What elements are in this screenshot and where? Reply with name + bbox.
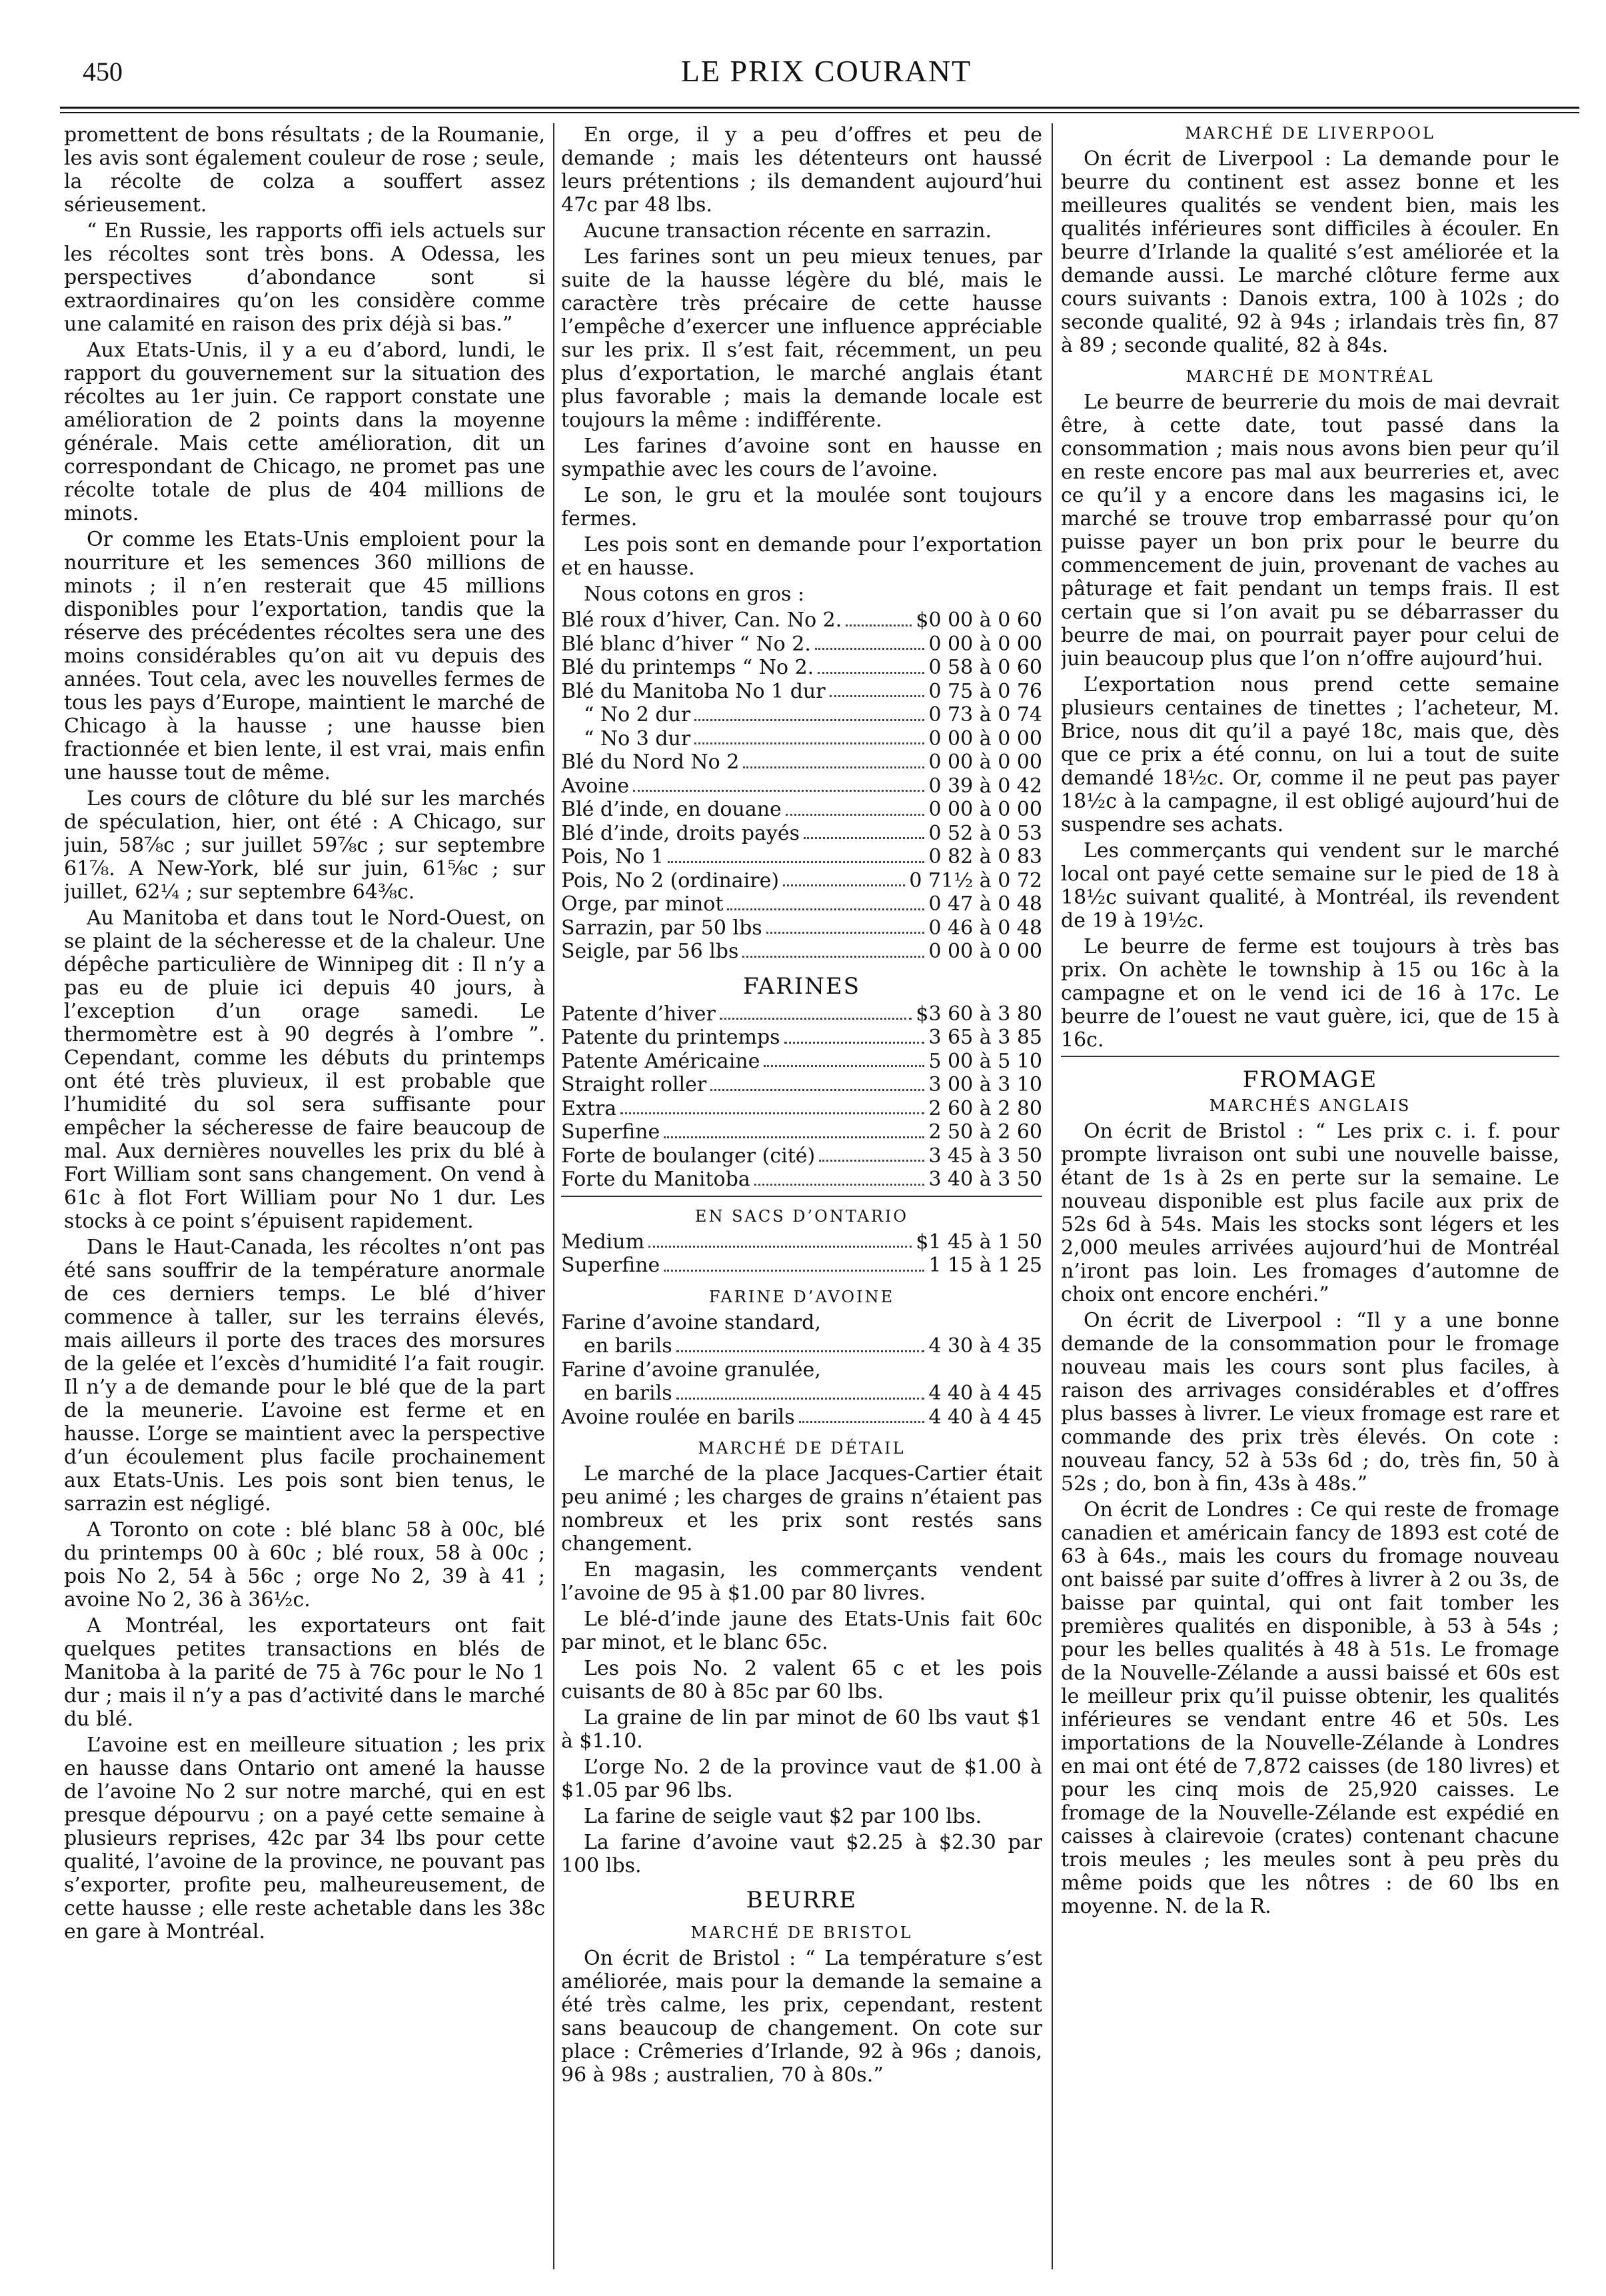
dot-leader [676,1334,925,1352]
price-row [561,1168,1042,1192]
price-label: Avoine roulée en barils [561,1405,795,1429]
price-row [561,632,1042,656]
article-paragraph: Les farines d’avoine sont en hausse en sympathie avec les cours de l’avoine. [561,435,1042,481]
article-paragraph: Au Manitoba et dans tout le Nord-Ouest, on se plaint de la sécheresse et de la chaleur. Une dépêche particulière de Winnipeg dit : Il n’y a pas eu de pluie ici depuis 40 jours, à l’exception d’un orage samedi. Le thermomètre est à 90 degrés à l’ombre ”. Cependant, comme les débuts du printemps ont été très pluvieux, il est probable que l’humidité du sol sera suffisante pour empêcher la sécheresse de faire beaucoup de mal. Aux dernières nouvelles les prix du blé à Fort William sont sans changement. On vend à 61c à flot Fort William pour No 1 dur. Les stocks à ce point s’épuisent rapidement. [64,906,545,1233]
price-value: 0 47 à 0 48 [928,892,1042,916]
article-paragraph: En orge, il y a peu d’offres et peu de demande ; mais les détenteurs ont haussé leurs prétentions ; ils demandent aujourd’hui 47c par 48 lbs. [561,123,1042,217]
article-paragraph: Dans le Haut-Canada, les récoltes n’ont pas été sans souffrir de la température anormale de ces derniers temps. Le blé d’hiver commence à taller, sur les terrains élevés, mais ailleurs il porte des traces des morsures de la gelée et l’excès d’humidité l’a fait rougir. Il n’y a de demande pour le blé que de la part de la meunerie. L’avoine est ferme et en hausse. L’orge se maintient avec la perspective d’un écoulement plus facile prochainement aux Etats-Unis. Les pois sont bien tenus, le sarrazin est négligé. [64,1236,545,1516]
price-row [561,822,1042,846]
price-label: Patente Américaine [561,1049,760,1073]
price-label: “ No 3 dur [584,726,691,750]
article-paragraph: Aucune transaction récente en sarrazin. [584,219,992,243]
price-row [561,727,1042,751]
price-label: Patente d’hiver [561,1002,716,1026]
price-value: 3 00 à 3 10 [928,1073,1042,1096]
price-row [561,940,1042,964]
price-label: Patente du printemps [561,1026,780,1049]
price-label: Superfine [561,1120,660,1144]
article-paragraph: Les farines sont un peu mieux tenues, par suite de la hausse légère du blé, mais le caractère très précaire de cette hausse l’empêche d’exercer une influence appréciable sur les prix. Il s’est fait, récemment, un peu plus d’exportation, le marché anglais étant plus favorable ; mais la demande locale est toujours la même : indifférente. [561,245,1042,432]
price-row [561,608,1042,632]
price-row [561,1026,1042,1050]
column-2 [561,123,1042,2269]
price-value: 4 40 à 4 45 [928,1405,1042,1429]
article-paragraph: L’orge No. 2 de la province vaut de $1.00 à $1.05 par 96 lbs. [561,1755,1042,1802]
dot-leader [710,1073,924,1091]
article-paragraph: En magasin, les commerçants vendent l’avoine de 95 à $1.00 par 80 livres. [561,1558,1042,1605]
price-label: Orge, par minot [561,892,724,916]
section-heading-farine-avoine: FARINE D’AVOINE [708,1287,895,1306]
section-heading-montreal: MARCHÉ DE MONTRÉAL [1186,367,1435,386]
article-paragraph: La graine de lin par minot de 60 lbs vaut $1 à $1.10. [561,1706,1042,1753]
price-label: Superfine [561,1254,660,1277]
dot-leader [727,892,924,910]
article-paragraph: L’avoine est en meilleure situation ; les prix en hausse dans Ontario ont amené la hausse de l’avoine No 2 sur notre marché, qui en est presque dépourvu ; on a payé cette semaine à plusieurs reprises, 42c par 34 lbs pour cette qualité, l’avoine de la province, ne pouvant pas s’exporter, profite peu, malheureusement, de cette hausse ; elle reste achetable dans les 38c en gare à Montréal. [64,1733,545,1943]
price-row [561,1311,1042,1335]
section-rule [561,1196,1042,1197]
price-row [561,774,1042,798]
dot-leader [742,940,924,958]
dot-leader [799,1406,925,1424]
price-row [561,1334,1042,1358]
avoine-price-list [561,1311,1042,1430]
price-row [561,798,1042,822]
price-row [561,845,1042,869]
article-paragraph: Or comme les Etats-Unis emploient pour la nourriture et les semences 360 millions de minots ; il n’en resterait que 45 millions disponibles pour l’exportation, tandis que la réserve des précédentes récoltes sera une des moins considérables qu’on ait vu depuis des années. Tout cela, avec les nouvelles fermes de tous les pays d’Europe, maintient le marché de Chicago à la hausse ; une hausse bien fractionnée et bien lente, il est vrai, mais enfin une hausse tout de même. [64,528,545,784]
section-rule [1061,1056,1559,1057]
section-heading-fromage: FROMAGE [1242,1066,1378,1093]
farine-price-list [561,1002,1042,1192]
price-value: 0 71½ à 0 72 [909,868,1042,892]
dot-leader [754,1168,925,1186]
price-row [561,869,1042,893]
price-value: 0 75 à 0 76 [928,679,1042,703]
article-paragraph: Les commerçants qui vendent sur le marché local ont payé cette semaine sur le pied de 18 à 18½c suivant qualité, à Montréal, ils revendent de 19 à 19½c. [1061,839,1559,932]
header-rule [60,107,1579,109]
dot-leader [720,1002,912,1020]
article-paragraph: A Montréal, les exportateurs ont fait quelques petites transactions en blés de Manitoba à la parité de 75 à 76c pour le No 1 dur ; mais il n’y a pas d’activité dans le marché du blé. [64,1614,545,1731]
article-paragraph: On écrit de Liverpool : “Il y a une bonne demande de la consommation pour le fromage nouveau mais les cours sont plus faciles, à raison des arrivages considérables et d’offres plus basses à livrer. Le vieux fromage est rare et commande des prix très élevés. On cote : nouveau fancy, 52 à 53s 6d ; do, très fin, 50 à 52s ; do, bon à fin, 43s à 48s.” [1061,1309,1559,1496]
dot-leader [694,703,924,721]
page-header [73,53,1579,93]
price-label: Farine d’avoine granulée, [561,1358,821,1382]
price-value: 5 00 à 5 10 [928,1049,1042,1073]
price-row [561,892,1042,916]
column-1 [64,123,545,2269]
dot-leader [633,774,924,792]
article-paragraph: Le marché de la place Jacques-Cartier était peu animé ; les charges de grains n’étaient pas nombreux et les prix sont restés sans changement. [561,1462,1042,1556]
dot-leader [620,1097,924,1115]
price-label: Blé roux d’hiver, Can. No 2. [561,608,842,632]
article-paragraph: On écrit de Bristol : “ La température s’est améliorée, mais pour la demande la semaine a été très calme, les prix, cependant, restent sans beaucoup de changement. On cote sur place : Crêmeries d’Irlande, 92 à 96s ; danois, 96 à 98s ; australien, 70 à 80s.” [561,1947,1042,2087]
dot-leader [743,750,924,768]
section-heading-sacs: EN SACS D’ONTARIO [694,1206,909,1226]
price-value: 0 58 à 0 60 [928,656,1042,679]
price-value: $1 45 à 1 50 [916,1230,1042,1254]
article-paragraph: La farine de seigle vaut $2 par 100 lbs. [584,1805,982,1828]
price-value: 0 39 à 0 42 [928,774,1042,798]
price-row [561,916,1042,940]
price-row [561,656,1042,680]
dot-leader [664,1120,924,1138]
price-label: Farine d’avoine standard, [561,1310,821,1334]
price-value: 0 73 à 0 74 [928,703,1042,726]
price-row [561,1254,1042,1278]
price-label: Avoine [561,774,630,798]
dot-leader [668,845,924,863]
page-number: 450 [83,57,123,87]
article-paragraph: La farine d’avoine vaut $2.25 à $2.30 par 100 lbs. [561,1831,1042,1877]
section-heading-liverpool: MARCHÉ DE LIVERPOOL [1185,124,1435,143]
article-paragraph: Le son, le gru et la moulée sont toujours fermes. [561,484,1042,531]
dot-leader [815,632,925,650]
article-paragraph: On écrit de Bristol : “ Les prix c. i. f. pour prompte livraison ont subi une nouvelle baisse, étant de 1s à 2s en perte sur la semaine. Le nouveau disponible est plus facile aux prix de 52s 6d à 54s. Mais les stocks sont légers et les 2,000 meules arrivées aujourd’hui de Montréal n’iront pas loin. Les fromages d’automne de choix ont encore enchéri.” [1061,1120,1559,1306]
dot-leader [846,608,912,626]
price-label: en barils [584,1382,672,1405]
dot-leader [830,680,925,698]
price-row [561,703,1042,727]
article-paragraph: “ En Russie, les rapports offi iels actuels sur les récoltes sont très bons. A Odessa, les perspectives d’abondance sont si extraordinaires qu’on les considère comme une calamité en raison des prix déjà si bas.” [64,219,545,336]
price-row [561,1358,1042,1382]
price-value: 0 46 à 0 48 [928,916,1042,940]
price-value: $3 60 à 3 80 [916,1002,1042,1026]
dot-leader [766,916,925,934]
price-label: Blé du printemps “ No 2. [561,656,814,679]
price-value: 4 30 à 4 35 [928,1334,1042,1358]
price-value: 0 00 à 0 00 [928,726,1042,750]
dot-leader [804,822,924,840]
grain-price-list [561,608,1042,964]
price-value: 0 00 à 0 00 [928,632,1042,656]
header-rule-thin [60,112,1579,113]
article-paragraph: promettent de bons résultats ; de la Roumanie, les avis sont également couleur de rose ; seule, la récolte de colza a souffert assez sérieusement. [64,123,545,217]
article-paragraph: Les cours de clôture du blé sur les marchés de spéculation, hier, ont été : A Chicago, sur juin, 58⅞c ; sur juillet 59⅞c ; sur septembre 61⅞. A New-York, blé sur juin, 61⅝c ; sur juillet, 62¼ ; sur septembre 64⅜c. [64,787,545,904]
price-value: 0 00 à 0 00 [928,798,1042,821]
price-label: Medium [561,1230,645,1254]
dot-leader [648,1230,912,1248]
dot-leader [786,798,925,816]
article-paragraph: Le blé-d’inde jaune des Etats-Unis fait 60c par minot, et le blanc 65c. [561,1608,1042,1654]
dot-leader [818,656,924,674]
column-3 [1061,123,1559,2269]
price-row [561,750,1042,774]
price-label: Extra [561,1096,617,1120]
price-value: 3 65 à 3 85 [928,1026,1042,1049]
price-label: Forte de boulanger (cité) [561,1144,816,1168]
price-value: 4 40 à 4 45 [928,1382,1042,1405]
price-row [561,1050,1042,1074]
dot-leader [784,1026,925,1044]
price-value: 0 00 à 0 00 [928,750,1042,774]
price-row [561,1073,1042,1097]
price-value: 0 52 à 0 53 [928,821,1042,845]
price-value: 1 15 à 1 25 [928,1254,1042,1277]
price-label: Pois, No 2 (ordinaire) [561,868,780,892]
price-label: Blé du Manitoba No 1 dur [561,679,826,703]
article-paragraph: A Toronto on cote : blé blanc 58 à 00c, blé du printemps 00 à 60c ; blé roux, 58 à 00c ; pois No 2, 54 à 56c ; orge No 2, 39 à 41 ; avoine No 2, 36 à 36½c. [64,1518,545,1612]
price-row [561,1002,1042,1026]
section-heading-anglais: MARCHÉS ANGLAIS [1209,1096,1411,1115]
column-divider [1052,123,1053,2269]
section-heading-farines: FARINES [742,972,861,1000]
price-value: 3 45 à 3 50 [928,1144,1042,1168]
article-paragraph: Les pois sont en demande pour l’exportation et en hausse. [561,533,1042,580]
price-label: “ No 2 dur [584,703,691,726]
section-heading-beurre: BEURRE [746,1887,858,1913]
price-value: 2 60 à 2 80 [928,1096,1042,1120]
sacs-price-list [561,1230,1042,1278]
price-label: Forte du Manitoba [561,1168,750,1191]
price-label: Pois, No 1 [561,845,664,868]
price-value: $0 00 à 0 60 [916,608,1042,632]
price-intro: Nous cotons en gros : [584,582,805,606]
price-row [561,1406,1042,1430]
article-paragraph: L’exportation nous prend cette semaine plusieurs centaines de tinettes ; l’acheteur, M. Brice, nous dit qu’il a payé 18c, mais que, dès que ce prix a été connu, on lui a tout de suite demandé 18½c. Or, comme il ne peut pas payer 18½c à la campagne, il est obligé aujourd’hui de suspendre ses achats. [1061,673,1559,836]
price-value: 0 00 à 0 00 [928,940,1042,963]
price-label: Blé blanc d’hiver “ No 2. [561,632,811,656]
dot-leader [694,727,924,745]
price-row [561,1097,1042,1121]
article-paragraph: Les pois No. 2 valent 65 c et les pois cuisants de 80 à 85c par 60 lbs. [561,1657,1042,1704]
price-row [561,1382,1042,1406]
price-row [561,1230,1042,1254]
price-label: Blé d’inde, en douane [561,798,782,821]
section-heading-detail: MARCHÉ DE DÉTAIL [698,1439,906,1458]
article-paragraph: On écrit de Londres : Ce qui reste de fromage canadien et américain fancy de 1893 est coté de 63 à 64s., mais les cours du fromage nouveau ont baissé par suite d’offres à livrer à 2 ou 3s, de baisse par quintal, qui ont fait tomber les premières qualités en disponible, à 53 à 54s ; pour les belles qualités à 48 à 51s. Le fromage de la Nouvelle-Zélande a aussi baissé et 60s est le meilleur prix qu’il puisse obtenir, les qualités inférieures se vendant entre 46 et 50s. Les importations de la Nouvelle-Zélande à Londres en mai ont été de 7,872 caisses (de 180 livres) et pour les cinq mois de 25,920 caisses. Le fromage de la Nouvelle-Zélande est expédié en caisses à clairevoie (crates) contenant chacune trois meules ; les meules sont à peu près du même poids que les nôtres : de 60 lbs en moyenne. N. de la R. [1061,1498,1559,1918]
column-divider [553,123,554,2269]
article-paragraph: Aux Etats-Unis, il y a eu d’abord, lundi, le rapport du gouvernement sur la situation des récoltes au 1er juin. Ce rapport constate une amélioration de 2 points dans la moyenne générale. Mais cette amélioration, dit un correspondant de Chicago, ne promet pas une récolte totale de plus de 404 millions de minots. [64,339,545,525]
price-label: Seigle, par 56 lbs [561,940,739,963]
price-value: 3 40 à 3 50 [928,1168,1042,1191]
price-row [561,1120,1042,1144]
dot-leader [676,1382,925,1400]
section-heading-bristol: MARCHÉ DE BRISTOL [690,1923,913,1942]
price-value: 2 50 à 2 60 [928,1120,1042,1144]
page-title: LE PRIX COURANT [680,54,972,88]
article-paragraph: Le beurre de beurrerie du mois de mai devrait être, à cette date, tout passé dans la consommation ; mais nous avons bien peur qu’il en reste encore pas mal aux beurreries et, avec ce qu’il y a encore dans les magasins ici, le marché se trouve trop embarrassé pour qu’on puisse payer un bon prix pour le beurre du commencement de juin, provenant de vaches au pâturage et fait pendant un temps frais. Il est certain que si l’on avait pu se débarrasser du beurre de mai, on pourrait payer pour celui de juin beaucoup plus que l’on n’offre aujourd’hui. [1061,391,1559,670]
price-label: Straight roller [561,1073,707,1096]
price-value: 0 82 à 0 83 [928,845,1042,868]
dot-leader [819,1144,924,1162]
price-label: Blé du Nord No 2 [561,750,740,774]
price-label: Sarrazin, par 50 lbs [561,916,762,940]
dot-leader [664,1254,924,1272]
price-row [561,1144,1042,1168]
article-paragraph: On écrit de Liverpool : La demande pour le beurre du continent est assez bonne et les meilleures qualités se vendent bien, mais les qualités inférieures sont difficiles à écouler. En beurre d’Irlande la qualité s’est améliorée et la demande aussi. Le marché clôture ferme aux cours suivants : Danois extra, 100 à 102s ; do seconde qualité, 92 à 94s ; irlandais très fin, 87 à 89 ; seconde qualité, 82 à 84s. [1061,147,1559,357]
article-paragraph: Le beurre de ferme est toujours à très bas prix. On achète le township à 15 ou 16c à la campagne et on le vend ici de 16 à 17c. Le beurre de l’ouest ne vaut guère, ici, que de 15 à 16c. [1061,935,1559,1052]
price-label: Blé d’inde, droits payés [561,821,800,845]
dot-leader [783,869,905,887]
price-row [561,680,1042,704]
price-label: en barils [584,1334,672,1358]
dot-leader [764,1050,924,1068]
